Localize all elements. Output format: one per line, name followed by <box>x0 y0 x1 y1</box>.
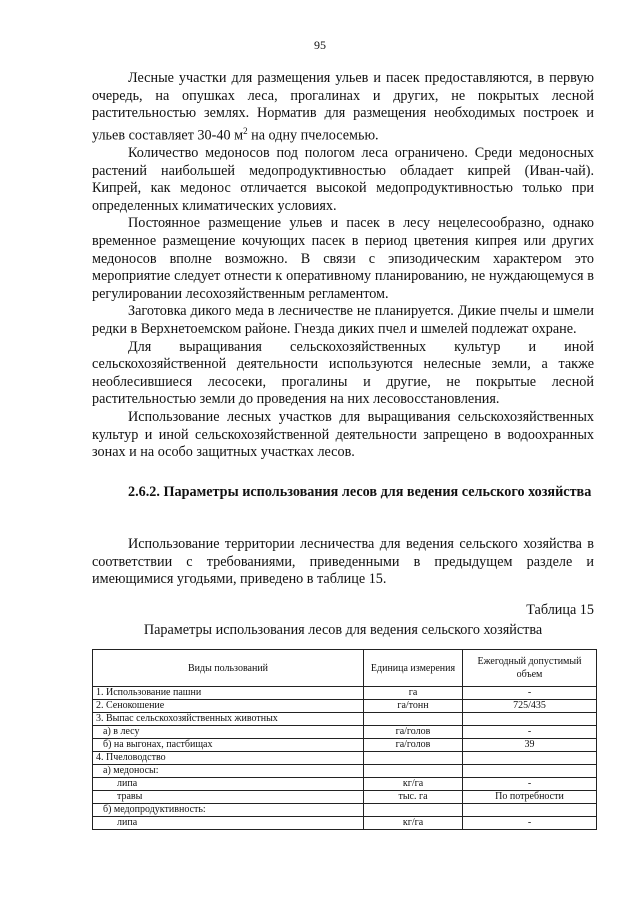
table-row <box>93 713 597 726</box>
page-number: 95 <box>314 38 326 52</box>
value-cell: - <box>463 778 597 791</box>
paragraph: Заготовка дикого меда в лесничестве не планируется. Дикие пчелы и шмели редки в Верхнетоемском районе. Гнезда диких пчел и шмелей подлежат охране. <box>92 303 594 338</box>
unit-cell: га <box>364 687 463 700</box>
row-label: липа <box>93 817 364 830</box>
value-cell: - <box>463 817 597 830</box>
section-heading: 2.6.2. Параметры использования лесов для ведения сельского хозяйства <box>128 484 592 500</box>
row-label: 1. Использование пашни <box>93 687 364 700</box>
table-label: Таблица 15 <box>526 602 594 618</box>
unit-cell: тыс. га <box>364 791 463 804</box>
usage-parameters-table <box>92 649 597 830</box>
value-cell <box>463 752 597 765</box>
body-text <box>92 70 594 462</box>
paragraph: Использование территории лесничества для ведения сельского хозяйства в соответствии с требованиями, приведенными в предыдущем разделе и имеющимися угодьями, приведено в таблице 15. <box>92 536 594 588</box>
unit-cell <box>364 752 463 765</box>
intro-text <box>92 536 594 589</box>
row-label: липа <box>93 778 364 791</box>
unit-cell: кг/га <box>364 778 463 791</box>
table-row <box>93 726 597 739</box>
value-cell <box>463 804 597 817</box>
row-label: травы <box>93 791 364 804</box>
column-header: Виды пользований <box>93 650 364 687</box>
paragraph: Постоянное размещение ульев и пасек в лесу нецелесообразно, однако временное размещение кочующих пасек в период цветения кипрея или других медоносов вполне возможно. В связи с эпизодическим характером это мероприятие следует отнести к оперативному планированию, не нуждающемуся в регулировании лесохозяйственным регламентом. <box>92 215 594 302</box>
value-cell: По потребности <box>463 791 597 804</box>
row-label: б) на выгонах, пастбищах <box>93 739 364 752</box>
row-label: б) медопродуктивность: <box>93 804 364 817</box>
paragraph: Лесные участки для размещения ульев и пасек предоставляются, в первую очередь, на опушках леса, прогалинах и других, не покрытых лесной растительностью землях. Норматив для размещения необходимых построек и ульев составляет 30-40 $м^2$ на одну пчелосемью. <box>92 70 594 144</box>
table-row <box>93 817 597 830</box>
value-cell: 39 <box>463 739 597 752</box>
table-row <box>93 700 597 713</box>
table-row <box>93 778 597 791</box>
unit-cell <box>364 765 463 778</box>
value-cell <box>463 765 597 778</box>
unit-cell <box>364 804 463 817</box>
table-row <box>93 765 597 778</box>
table-row <box>93 804 597 817</box>
table-row <box>93 687 597 700</box>
table-header-row <box>93 650 597 687</box>
row-label: 2. Сенокошение <box>93 700 364 713</box>
table-caption: Параметры использования лесов для ведения сельского хозяйства <box>143 622 543 638</box>
column-header: Единица измерения <box>364 650 463 687</box>
unit-cell: кг/га <box>364 817 463 830</box>
paragraph: Использование лесных участков для выращивания сельскохозяйственных культур и иной сельскохозяйственной деятельности запрещено в водоохранных зонах и на особо защитных участках лесов. <box>92 409 594 461</box>
unit-cell <box>364 713 463 726</box>
value-cell: - <box>463 687 597 700</box>
column-header: Ежегодный допустимый объем <box>463 650 597 687</box>
paragraph: Количество медоносов под пологом леса ограничено. Среди медоносных растений наибольшей медопродуктивностью обладает кипрей (Иван-чай). Кипрей, как медонос отличается высокой медопродуктивностью только при определенных климатических условиях. <box>92 145 594 214</box>
row-label: 3. Выпас сельскохозяйственных животных <box>93 713 364 726</box>
value-cell: - <box>463 726 597 739</box>
value-cell <box>463 713 597 726</box>
row-label: а) в лесу <box>93 726 364 739</box>
table-row <box>93 791 597 804</box>
row-label: 4. Пчеловодство <box>93 752 364 765</box>
value-cell: 725/435 <box>463 700 597 713</box>
row-label: а) медоносы: <box>93 765 364 778</box>
table-row <box>93 752 597 765</box>
unit-cell: га/голов <box>364 726 463 739</box>
table-row <box>93 739 597 752</box>
unit-cell: га/тонн <box>364 700 463 713</box>
unit-cell: га/голов <box>364 739 463 752</box>
paragraph: Для выращивания сельскохозяйственных культур и иной сельскохозяйственной деятельности используются нелесные земли, а также необлесившиеся лесосеки, прогалины и другие, не покрытые лесной растительностью земли до проведения на них лесовосстановления. <box>92 338 594 408</box>
